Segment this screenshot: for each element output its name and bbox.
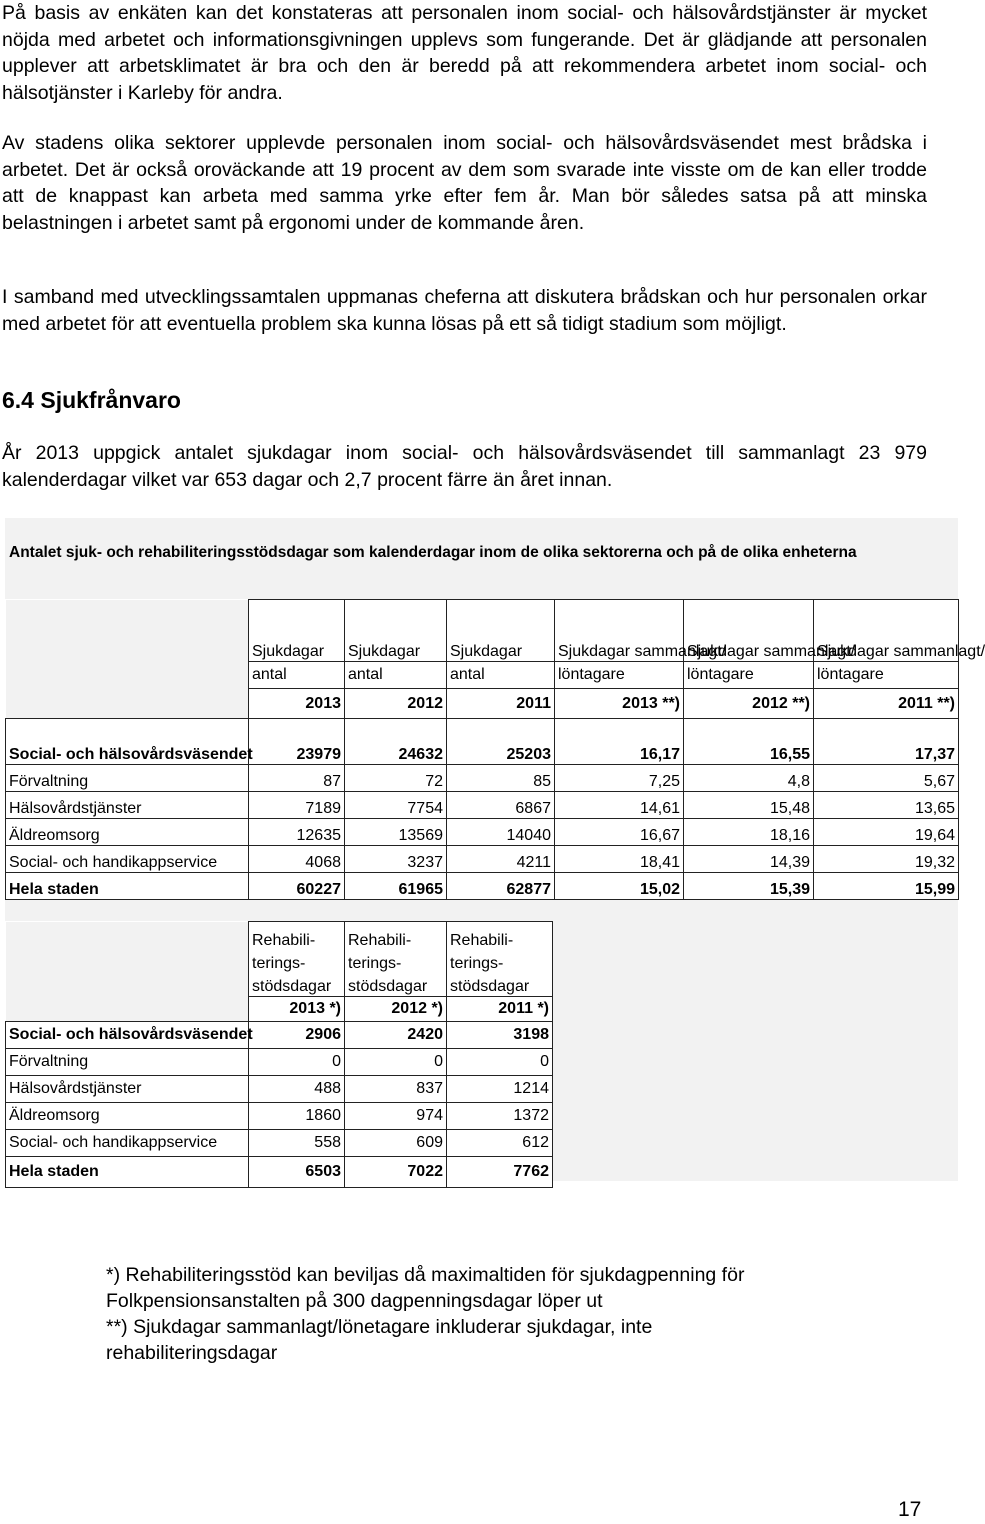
header-row [6, 600, 959, 662]
table-cell: 19,64 [814, 819, 959, 846]
table-cell: löntagare [684, 662, 814, 689]
table-row [6, 792, 959, 819]
header-row [6, 973, 553, 997]
table-cell: 24632 [345, 719, 447, 765]
table-row [6, 1157, 553, 1188]
table-cell: Sjukdagar sammanlagt/ [555, 600, 684, 662]
table-cell: 19,32 [814, 846, 959, 873]
header-row [6, 922, 553, 951]
table-cell: 609 [345, 1130, 447, 1157]
table-cell: 18,16 [684, 819, 814, 846]
table-cell: 2011 [447, 689, 555, 719]
table-cell: Rehabili- [447, 922, 553, 951]
header-row [6, 950, 553, 973]
table-cell: stödsdagar [447, 973, 553, 997]
table-cell: 4,8 [684, 765, 814, 792]
table-cell: 62877 [447, 873, 555, 900]
table-cell: löntagare [814, 662, 959, 689]
table-cell: 2012 **) [684, 689, 814, 719]
footnote-line: *) Rehabiliteringsstöd kan beviljas då maximaltiden för sjukdagpenning för [106, 1264, 745, 1286]
table-cell: terings- [447, 950, 553, 973]
table-cell: 2906 [249, 1022, 345, 1049]
row-label: Hela staden [6, 1157, 249, 1188]
paragraph-workload: Av stadens olika sektorer upplevde personalen inom social- och hälsovårdsväsendet mest brådska i arbetet. Det är också oroväckande att 19 procent av dem som svarade inte visste om de kan eller trodde att de knappast kan arbeta med samma yrke efter fem år. Man bör således satsa på att minska belastningen i arbetet samt på ergonomi under de kommande åren. [2, 132, 927, 234]
row-label: Hela staden [6, 873, 249, 900]
table-cell: 6503 [249, 1157, 345, 1188]
table-cell: 7762 [447, 1157, 553, 1188]
table-cell: 15,48 [684, 792, 814, 819]
table-cell: 25203 [447, 719, 555, 765]
table-row [6, 1076, 553, 1103]
table-cell: 1372 [447, 1103, 553, 1130]
footnote-line: Folkpensionsanstalten på 300 dagpenningsdagar löper ut [106, 1290, 603, 1312]
table-cell: Sjukdagar sammanlagt/ [814, 600, 959, 662]
table-cell: 4211 [447, 846, 555, 873]
table-cell: Rehabili- [249, 922, 345, 951]
table-cell: Sjukdagar [249, 600, 345, 662]
row-label [6, 997, 249, 1022]
table-cell: antal [447, 662, 555, 689]
table-cell: 3237 [345, 846, 447, 873]
table-cell: 15,39 [684, 873, 814, 900]
sick-days-table [5, 599, 985, 900]
table-cell: 85 [447, 765, 555, 792]
paragraph-sick-days-summary: År 2013 uppgick antalet sjukdagar inom social- och hälsovårdsväsendet till sammanlagt 23 979 kalenderdagar vilket var 653 dagar och 2,7 procent färre än året innan. [2, 442, 927, 491]
table-cell: 4068 [249, 846, 345, 873]
page-number: 17 [898, 1498, 922, 1521]
row-label [6, 973, 249, 997]
row-label [6, 689, 249, 719]
table-cell: 61965 [345, 873, 447, 900]
table-cell: 1214 [447, 1076, 553, 1103]
table-cell: 2013 [249, 689, 345, 719]
table-cell: 16,67 [555, 819, 684, 846]
table-cell: terings- [345, 950, 447, 973]
table-row [6, 1103, 553, 1130]
row-label: Social- och handikappservice [6, 846, 249, 873]
table-cell: 2012 *) [345, 997, 447, 1022]
table-cell: 0 [249, 1049, 345, 1076]
row-label [6, 600, 249, 662]
table-cell: 1860 [249, 1103, 345, 1130]
table-cell: 2013 *) [249, 997, 345, 1022]
table-row [6, 1049, 553, 1076]
table-cell: Rehabili- [345, 922, 447, 951]
table-cell: 6867 [447, 792, 555, 819]
table-cell: 612 [447, 1130, 553, 1157]
table-row [6, 873, 959, 900]
table-cell: 14,61 [555, 792, 684, 819]
row-label: Social- och hälsovårdsväsendet [6, 719, 249, 765]
row-label [6, 950, 249, 973]
table-cell: 5,67 [814, 765, 959, 792]
table-cell: 60227 [249, 873, 345, 900]
table-cell: 87 [249, 765, 345, 792]
table-cell: 7189 [249, 792, 345, 819]
row-label: Social- och hälsovårdsväsendet [6, 1022, 249, 1049]
footnote-line: rehabiliteringsdagar [106, 1342, 278, 1364]
table-cell: Sjukdagar [345, 600, 447, 662]
table-cell: 7754 [345, 792, 447, 819]
table-cell: 2013 **) [555, 689, 684, 719]
table-cell: 72 [345, 765, 447, 792]
table-cell: 12635 [249, 819, 345, 846]
table-cell: 14,39 [684, 846, 814, 873]
row-label: Äldreomsorg [6, 1103, 249, 1130]
table-cell: Sjukdagar sammanlagt/ [684, 600, 814, 662]
row-label: Hälsovårdstjänster [6, 1076, 249, 1103]
paragraph-development-talks: I samband med utvecklingssamtalen uppmanas cheferna att diskutera brådskan och hur personalen orkar med arbetet för att eventuella problem ska kunna lösas på ett så tidigt stadium som möjligt. [2, 286, 927, 335]
row-label: Social- och handikappservice [6, 1130, 249, 1157]
footnotes [106, 1262, 744, 1366]
table-cell: 488 [249, 1076, 345, 1103]
table-cell: 2420 [345, 1022, 447, 1049]
table-cell: antal [249, 662, 345, 689]
table-cell: 13,65 [814, 792, 959, 819]
footnote-line: **) Sjukdagar sammanlagt/lönetagare inkluderar sjukdagar, inte [106, 1316, 653, 1338]
row-label [6, 922, 249, 951]
row-label: Förvaltning [6, 1049, 249, 1076]
row-label [6, 662, 249, 689]
table-row [6, 846, 959, 873]
table-row [6, 765, 959, 792]
table-cell: terings- [249, 950, 345, 973]
table-cell: 974 [345, 1103, 447, 1130]
table-cell: stödsdagar [249, 973, 345, 997]
header-row [6, 689, 959, 719]
table-cell: Sjukdagar [447, 600, 555, 662]
table-cell: 0 [345, 1049, 447, 1076]
table-cell: 16,17 [555, 719, 684, 765]
table-cell: 15,99 [814, 873, 959, 900]
table-cell: 2011 *) [447, 997, 553, 1022]
table-row [6, 719, 959, 765]
table-row [6, 1022, 553, 1049]
table-cell: stödsdagar [345, 973, 447, 997]
table-cell: 18,41 [555, 846, 684, 873]
table-cell: 23979 [249, 719, 345, 765]
paragraph-survey-results: På basis av enkäten kan det konstateras att personalen inom social- och hälsovårdstjänster är mycket nöjda med arbetet och informationsgivningen upplevs som fungerande. Det är glädjande att personalen upplever att arbetsklimatet är bra och den är beredd på att rekommendera arbetet inom social- och hälsotjänster i Karleby för andra. [2, 2, 927, 104]
table-cell: 558 [249, 1130, 345, 1157]
table-cell: löntagare [555, 662, 684, 689]
table-cell: 17,37 [814, 719, 959, 765]
table-caption: Antalet sjuk- och rehabiliteringsstödsdagar som kalenderdagar inom de olika sektorerna och på de olika enheterna [9, 544, 857, 561]
table-cell: 2011 **) [814, 689, 959, 719]
header-row [6, 997, 553, 1022]
table-cell: 16,55 [684, 719, 814, 765]
table-cell: 837 [345, 1076, 447, 1103]
rehab-days-table [5, 921, 553, 1188]
table-cell: 14040 [447, 819, 555, 846]
table-cell: 0 [447, 1049, 553, 1076]
table-cell: 7,25 [555, 765, 684, 792]
row-label: Äldreomsorg [6, 819, 249, 846]
section-heading: 6.4 Sjukfrånvaro [2, 387, 181, 413]
table-cell: antal [345, 662, 447, 689]
table-cell: 13569 [345, 819, 447, 846]
table-row [6, 819, 959, 846]
table-cell: 15,02 [555, 873, 684, 900]
table-cell: 3198 [447, 1022, 553, 1049]
row-label: Förvaltning [6, 765, 249, 792]
table-row [6, 1130, 553, 1157]
table-cell: 7022 [345, 1157, 447, 1188]
table-cell: 2012 [345, 689, 447, 719]
header-row [6, 662, 959, 689]
row-label: Hälsovårdstjänster [6, 792, 249, 819]
